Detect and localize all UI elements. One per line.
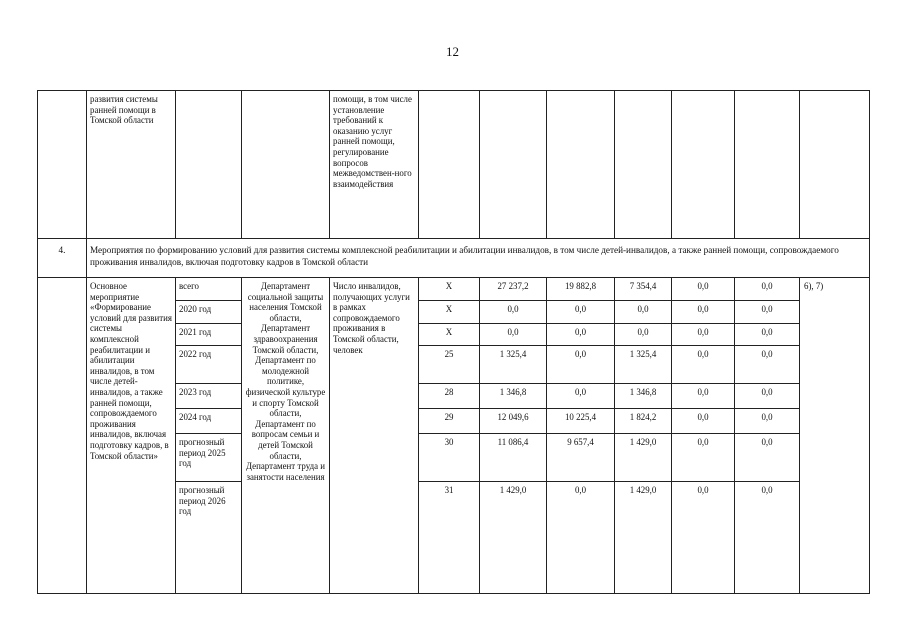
indicator-value: Х: [419, 301, 480, 324]
funding-col2: 1 346,8: [615, 384, 672, 409]
section-row: [38, 239, 870, 278]
funding-col3: 0,0: [672, 409, 735, 434]
indicator-value: Х: [419, 324, 480, 346]
funding-col3: 0,0: [672, 346, 735, 384]
period-cell: прогнозный период 2025 год: [176, 434, 242, 482]
period-cell: прогнозный период 2026 год: [176, 482, 242, 594]
total-value: 12 049,6: [480, 409, 547, 434]
period-cell: 2021 год: [176, 324, 242, 346]
funding-col2: 1 325,4: [615, 346, 672, 384]
funding-col4: 0,0: [735, 278, 800, 301]
funding-col1: 9 657,4: [547, 434, 615, 482]
funding-col4: 0,0: [735, 384, 800, 409]
page-number: 12: [446, 44, 459, 59]
funding-col2: 1 429,0: [615, 434, 672, 482]
activity-name-cell: развития системы ранней помощи в Томской области: [87, 91, 176, 239]
indicator-value: Х: [419, 278, 480, 301]
table-row: [38, 278, 870, 301]
funding-col3: 0,0: [672, 482, 735, 594]
funding-col3: 0,0: [672, 324, 735, 346]
period-cell: 2020 год: [176, 301, 242, 324]
total-value: 27 237,2: [480, 278, 547, 301]
section-number: 4.: [38, 239, 87, 278]
period-cell: 2024 год: [176, 409, 242, 434]
funding-col1: 0,0: [547, 482, 615, 594]
program-table: [37, 90, 870, 594]
period-cell: всего: [176, 278, 242, 301]
funding-col4: 0,0: [735, 434, 800, 482]
funding-col3: 0,0: [672, 434, 735, 482]
funding-col4: 0,0: [735, 482, 800, 594]
funding-col3: 0,0: [672, 278, 735, 301]
indicator-value: 25: [419, 346, 480, 384]
continuation-row: [38, 91, 870, 239]
funding-col2: 1 429,0: [615, 482, 672, 594]
note-cell: 6), 7): [800, 278, 870, 594]
funding-col2: 0,0: [615, 324, 672, 346]
funding-col2: 7 354,4: [615, 278, 672, 301]
activity-name: Основное мероприятие «Формирование условий для развития системы комплексной реабилитации и абилитации инвалидов, в том числе детей-инвалидов, а также ранней помощи, сопровождаемого проживания инвалидов, включая подготовку кадров, в Томской области»: [87, 278, 176, 594]
total-value: 0,0: [480, 301, 547, 324]
period-cell: 2023 год: [176, 384, 242, 409]
funding-col4: 0,0: [735, 324, 800, 346]
funding-col3: 0,0: [672, 384, 735, 409]
total-value: 1 346,8: [480, 384, 547, 409]
funding-col4: 0,0: [735, 301, 800, 324]
funding-col3: 0,0: [672, 301, 735, 324]
funding-col2: 0,0: [615, 301, 672, 324]
funding-col2: 1 824,2: [615, 409, 672, 434]
indicator-value: 29: [419, 409, 480, 434]
funding-col1: 0,0: [547, 384, 615, 409]
departments-cell: Департамент социальной защиты населения Томской области, Департамент здравоохранения Томской области, Департамент по молодежной политике, физической культуре и спорту Томской области, Департамент по вопросам семьи и детей Томской области, Департамент труда и занятости населения: [242, 278, 330, 594]
indicator-cell: помощи, в том числе установление требований к оказанию услуг ранней помощи, регулирование вопросов межведомствен-ного взаимодействия: [330, 91, 419, 239]
section-title: Мероприятия по формированию условий для развития системы комплексной реабилитации и абилитации инвалидов, в том числе детей-инвалидов, а также ранней помощи, сопровождаемого проживания инвалидов, включая подготовку кадров в Томской области: [87, 239, 870, 278]
indicator-value: 30: [419, 434, 480, 482]
funding-col1: 0,0: [547, 324, 615, 346]
funding-col4: 0,0: [735, 409, 800, 434]
indicator-value: 28: [419, 384, 480, 409]
funding-col1: 10 225,4: [547, 409, 615, 434]
funding-col4: 0,0: [735, 346, 800, 384]
funding-col1: 19 882,8: [547, 278, 615, 301]
indicator-cell: Число инвалидов, получающих услуги в рамках сопровождаемого проживания в Томской области, человек: [330, 278, 419, 594]
funding-col1: 0,0: [547, 346, 615, 384]
indicator-value: 31: [419, 482, 480, 594]
funding-col1: 0,0: [547, 301, 615, 324]
total-value: 0,0: [480, 324, 547, 346]
period-cell: 2022 год: [176, 346, 242, 384]
total-value: 1 325,4: [480, 346, 547, 384]
total-value: 11 086,4: [480, 434, 547, 482]
total-value: 1 429,0: [480, 482, 547, 594]
